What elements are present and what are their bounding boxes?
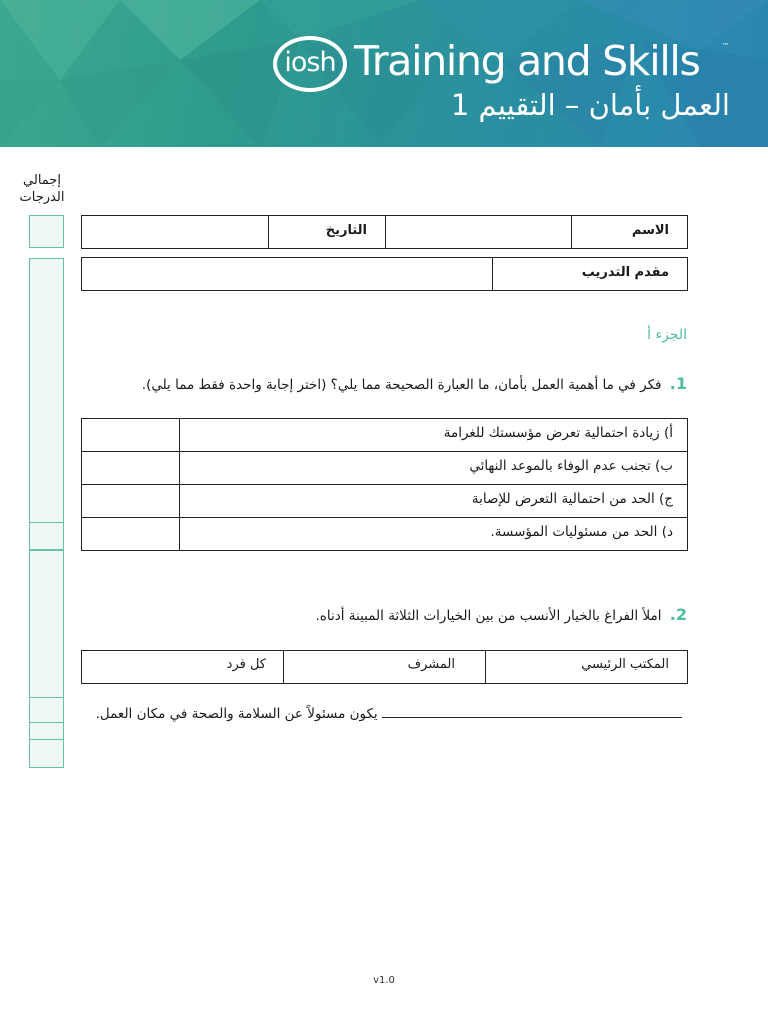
score-box-q2-mark[interactable] bbox=[29, 697, 64, 723]
logo-text: iosh bbox=[284, 47, 336, 78]
option-row-d[interactable] bbox=[81, 517, 688, 551]
option-a-text: أ) زيادة احتمالية تعرض مؤسستك للغرامة bbox=[443, 425, 673, 441]
cell-divider bbox=[485, 651, 486, 683]
cell-divider bbox=[492, 258, 493, 290]
cell-divider bbox=[179, 518, 180, 550]
question-2 bbox=[315, 605, 687, 624]
option-row-b[interactable] bbox=[81, 451, 688, 485]
trademark-symbol: ™ bbox=[722, 42, 729, 50]
option-c-text: ج) الحد من احتمالية التعرض للإصابة bbox=[471, 491, 673, 507]
cell-divider bbox=[179, 485, 180, 517]
cell-divider bbox=[385, 216, 386, 248]
question-2-text: املأ الفراغ بالخيار الأنسب من بين الخيارات الثلاثة المبينة أدناه. bbox=[315, 608, 662, 624]
cell-divider bbox=[179, 452, 180, 484]
choices-table bbox=[81, 650, 688, 684]
option-row-a[interactable] bbox=[81, 418, 688, 452]
choice-head-office: المكتب الرئيسي bbox=[581, 657, 669, 672]
score-box-q2[interactable] bbox=[29, 550, 64, 698]
sentence-text: يكون مسئولاً عن السلامة والصحة في مكان العمل. bbox=[95, 706, 378, 722]
answer-blank[interactable] bbox=[382, 706, 682, 718]
cell-divider bbox=[268, 216, 269, 248]
question-1-number: 1. bbox=[669, 374, 687, 393]
total-score-label-line2: الدرجات bbox=[19, 190, 65, 205]
assessment-title: العمل بأمان – التقييم 1 bbox=[450, 88, 730, 122]
header-banner bbox=[0, 0, 768, 147]
option-row-c[interactable] bbox=[81, 484, 688, 518]
total-score-box[interactable] bbox=[29, 215, 64, 248]
cell-divider bbox=[283, 651, 284, 683]
choice-everyone: كل فرد bbox=[226, 657, 266, 672]
cell-divider bbox=[179, 419, 180, 451]
total-score-label bbox=[10, 172, 74, 206]
iosh-logo bbox=[273, 36, 347, 92]
version-label: v1.0 bbox=[373, 975, 395, 986]
name-date-table bbox=[81, 215, 688, 249]
question-2-number: 2. bbox=[669, 605, 687, 624]
score-box-q1[interactable] bbox=[29, 258, 64, 523]
brand-title: Training and Skills bbox=[354, 37, 700, 85]
option-d-text: د) الحد من مسئوليات المؤسسة. bbox=[490, 524, 673, 540]
date-label: التاريخ bbox=[325, 223, 367, 238]
total-score-label-line1: إجمالي bbox=[23, 173, 61, 188]
choice-supervisor: المشرف bbox=[407, 657, 455, 672]
score-box-q2-extra[interactable] bbox=[29, 722, 64, 740]
cell-divider bbox=[571, 216, 572, 248]
score-box-q2-total[interactable] bbox=[29, 739, 64, 768]
trainer-table bbox=[81, 257, 688, 291]
trainer-label: مقدم التدريب bbox=[581, 265, 669, 280]
option-b-text: ب) تجنب عدم الوفاء بالموعد النهائي bbox=[469, 458, 673, 474]
question-1-text: فكر في ما أهمية العمل بأمان، ما العبارة الصحيحة مما يلي؟ (اختر إجابة واحدة فقط مما يلي). bbox=[141, 377, 662, 393]
question-1 bbox=[142, 374, 687, 393]
section-title: الجزء أ bbox=[647, 327, 687, 343]
fill-in-sentence bbox=[86, 706, 686, 722]
name-label: الاسم bbox=[631, 223, 669, 238]
score-box-q1-mark[interactable] bbox=[29, 522, 64, 550]
